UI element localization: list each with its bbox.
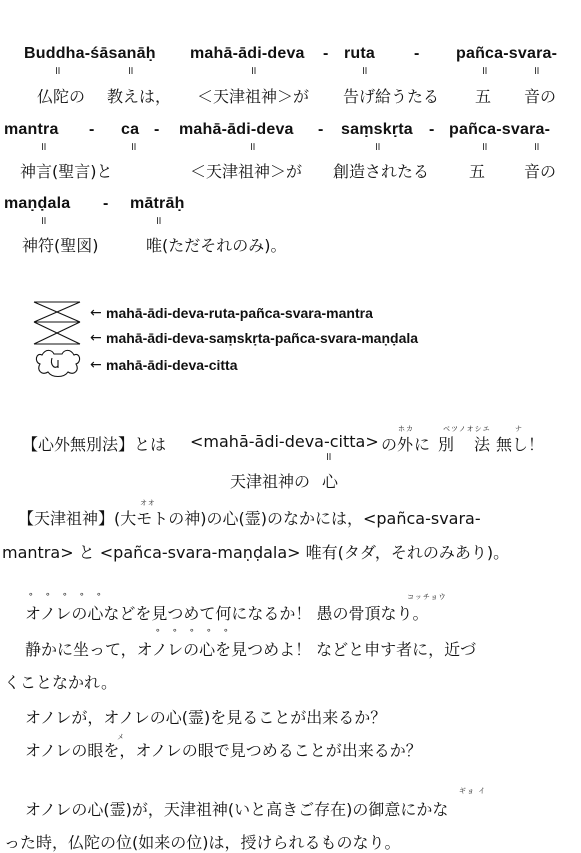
paragraph-line: オノレの眼を，オノレの眼で見つめることが出来るか？ — [25, 741, 422, 760]
diagram-label-mandala: mahā-ādi-deva-saṃskṛta-pañca-svara-maṇḍala — [106, 330, 419, 346]
gloss-shingon: 神言(聖言)と — [20, 162, 113, 181]
gloss-shinpu: 神符(聖図) — [22, 236, 99, 255]
term-shingai-mubeppou: 【心外無別法】とは — [22, 435, 167, 454]
diagram-label-mantra: mahā-ādi-deva-ruta-pañca-svara-mantra — [106, 305, 373, 321]
latin-dash: - — [318, 121, 324, 138]
text-other: 別 — [438, 435, 455, 454]
text-no: の — [381, 435, 398, 454]
gloss-sound: 音の — [524, 87, 557, 106]
emphasis-dot: ∘ — [62, 590, 68, 600]
paragraph-line: mantra> と <pañca-svara-maṇḍala> 唯有(タダ，それのみあり)。 — [2, 543, 510, 562]
paragraph-line: オノレの心(霊)が，天津祖神(いと高きご存在)の御意にかな — [25, 800, 449, 819]
equals-mark: ॥ — [40, 214, 47, 227]
gloss-heart: 心 — [322, 472, 339, 491]
text-law: 法 — [474, 435, 491, 454]
latin-dash: - — [323, 45, 329, 62]
latin-word-matrah: mātrāḥ — [130, 195, 185, 212]
paragraph-line: くことなかれ。 — [4, 673, 117, 692]
equals-mark: ॥ — [249, 140, 256, 153]
gloss-five: 五 — [475, 87, 492, 106]
equals-mark: ॥ — [374, 140, 381, 153]
emphasis-dot: ∘ — [189, 626, 195, 636]
equals-mark: ॥ — [481, 140, 488, 153]
emphasis-dot: ∘ — [206, 626, 212, 636]
latin-word-panca-svara: pañca-svara- — [456, 45, 558, 62]
equals-mark: ॥ — [127, 64, 134, 77]
latin-word-mantra: mantra — [4, 121, 59, 138]
gloss-deity: ＜天津祖神＞が — [190, 162, 303, 181]
latin-word-ruta: ruta — [344, 45, 376, 62]
gloss-five: 五 — [469, 162, 486, 181]
ruby-hoka: ホカ — [398, 425, 414, 433]
emphasis-dot: ∘ — [223, 626, 229, 636]
term-citta: <mahā-ādi-deva-citta> — [190, 432, 379, 451]
latin-dash: - — [89, 121, 95, 138]
latin-word-panca-svara: pañca-svara- — [449, 121, 551, 138]
equals-mark: ॥ — [54, 64, 61, 77]
latin-word-mandala: maṇḍala — [4, 195, 71, 212]
left-arrow-icon: ← — [90, 305, 102, 321]
hourglass-figure-icon — [28, 300, 88, 380]
emphasis-dot: ∘ — [155, 626, 161, 636]
text-ni: に — [414, 435, 431, 454]
emphasis-dot: ∘ — [172, 626, 178, 636]
gloss-told: 告げ給うたる — [343, 87, 440, 106]
latin-word-buddha-sasanah: Buddha-śāsanāḥ — [24, 45, 156, 62]
equals-mark: ॥ — [250, 64, 257, 77]
gloss-deity: ＜天津祖神＞が — [197, 87, 310, 106]
left-arrow-icon: ← — [90, 330, 102, 346]
equals-mark: ॥ — [40, 140, 47, 153]
equals-mark: ॥ — [533, 140, 540, 153]
text-outside: 外 — [397, 435, 414, 454]
emphasis-dot: ∘ — [96, 590, 102, 600]
ruby-me: メ — [117, 733, 125, 741]
latin-word-maha-adi-deva: mahā-ādi-deva — [190, 45, 305, 62]
equals-mark: ॥ — [155, 214, 162, 227]
latin-word-maha-adi-deva: mahā-ādi-deva — [179, 121, 294, 138]
ruby-na: ナ — [515, 425, 523, 433]
paragraph-line: った時，仏陀の位(如来の位)は，授けられるものなり。 — [4, 833, 401, 852]
paragraph-line: 静かに坐って，オノレの心を見つめよ！ などと申す者に，近づ — [25, 640, 477, 659]
gloss-deity-no: 天津祖神の — [230, 472, 311, 491]
emphasis-dot: ∘ — [28, 590, 34, 600]
left-arrow-icon: ← — [90, 357, 102, 373]
text-none: 無し！ — [496, 435, 545, 454]
diagram-label-citta: mahā-ādi-deva-citta — [106, 357, 238, 373]
equals-mark: ॥ — [533, 64, 540, 77]
latin-dash: - — [414, 45, 420, 62]
equals-mark: ॥ — [481, 64, 488, 77]
ruby-betsu-no-oshie: ベツノオシエ — [443, 425, 491, 433]
ruby-kotchou: コッチョウ — [407, 593, 447, 601]
equals-mark: ॥ — [130, 140, 137, 153]
gloss-buddha: 仏陀の — [37, 87, 86, 106]
paragraph-line: 【天津祖神】(大モトの神)の心(霊)のなかには，<pañca-svara- — [18, 509, 481, 528]
gloss-created: 創造されたる — [333, 162, 430, 181]
ruby-oo: オオ — [140, 499, 156, 507]
emphasis-dot: ∘ — [45, 590, 51, 600]
gloss-only: 唯(ただそれのみ)。 — [146, 236, 287, 255]
gloss-sound: 音の — [524, 162, 557, 181]
latin-word-samskrta: saṃskṛta — [341, 121, 413, 138]
equals-mark: ॥ — [325, 450, 332, 463]
ruby-gyoi: ギョ イ — [459, 787, 487, 795]
latin-word-ca: ca — [121, 121, 140, 138]
equals-mark: ॥ — [361, 64, 368, 77]
gloss-teaching: 教えは， — [107, 87, 172, 106]
latin-dash: - — [429, 121, 435, 138]
latin-dash: - — [154, 121, 160, 138]
paragraph-line: オノレの心などを見つめて何になるか！ 愚の骨頂なり。 — [25, 604, 429, 623]
emphasis-dot: ∘ — [79, 590, 85, 600]
paragraph-line: オノレが，オノレの心(霊)を見ることが出来るか？ — [25, 708, 387, 727]
latin-dash: - — [103, 195, 109, 212]
